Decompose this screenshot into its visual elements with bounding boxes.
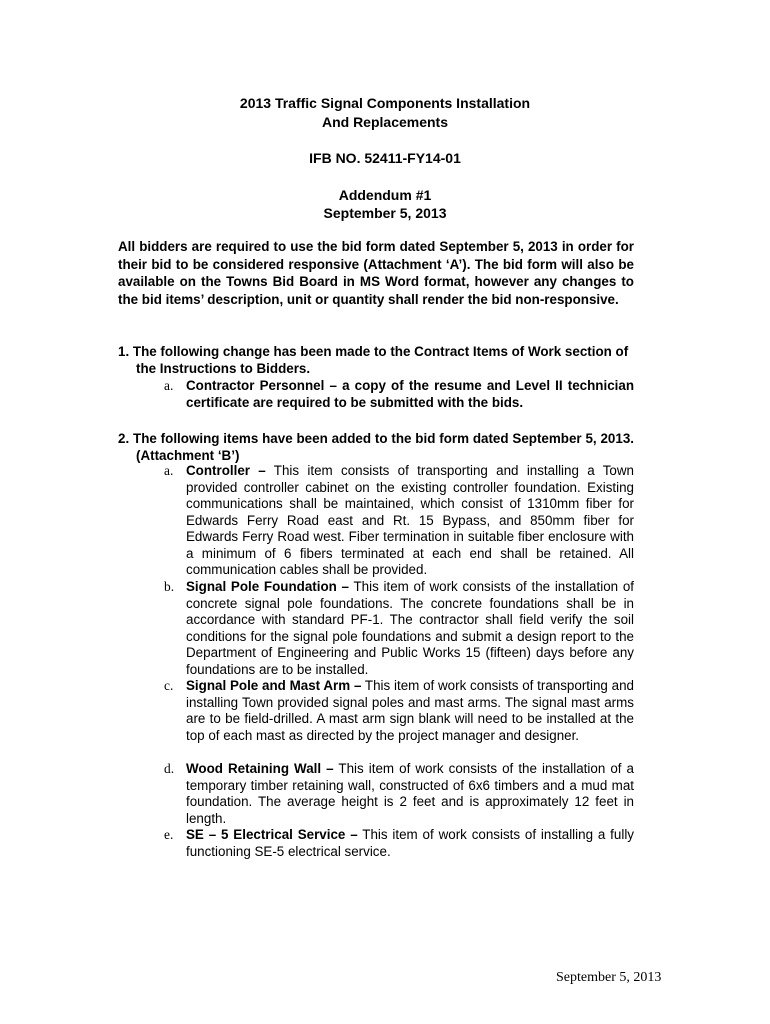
- item-2-sub-b-text: This item of work consists of the installation of concrete signal pole foundations. The concrete foundations shall be in accordance with standard PF-1. The contractor shall field verify the soil conditions for the signal pole foundations and submit a design report to the Department of Engineering and Public Works 15 (fifteen) days before any foundations are to be installed.: [186, 579, 634, 677]
- item-2-sub-a: [164, 463, 634, 579]
- addendum-date: September 5, 2013: [323, 205, 447, 221]
- item-2-sub-e: [164, 827, 634, 860]
- item-1-sub-a-text: Contractor Personnel – a copy of the resume and Level II technician certificate are required to be submitted with the bids.: [186, 378, 634, 410]
- item-2-number: 2.: [118, 431, 130, 446]
- item-1-sub-a-marker: a.: [164, 378, 174, 393]
- item-1-number: 1.: [118, 344, 130, 359]
- item-1-sub-a: [164, 378, 634, 411]
- item-2-sub-a-text: This item consists of transporting and installing a Town provided controller cabinet on the existing controller foundation. Existing communications shall be maintained, which consist of 1310mm fiber for Edwards Ferry Road east and Rt. 15 Bypass, and 850mm fiber for Edwards Ferry Road west. Fiber termination in suitable fiber enclosure with a minimum of 6 fibers terminated at each end shall be retained. All communication cables shall be provided.: [186, 463, 634, 578]
- item-2-sub-e-marker: e.: [164, 827, 174, 842]
- item-2-sub-a-title: Controller –: [186, 463, 266, 478]
- item-2-sub-d-marker: d.: [164, 761, 175, 776]
- title-line-1: 2013 Traffic Signal Components Installation: [239, 95, 531, 111]
- item-2-sub-e-title: SE – 5 Electrical Service –: [186, 827, 358, 842]
- item-2: [118, 430, 634, 464]
- ifb-number: IFB NO. 52411-FY14-01: [309, 150, 461, 166]
- item-2-sub-b: [164, 579, 634, 678]
- title-line-2: And Replacements: [321, 114, 449, 130]
- item-2-sub-c-title: Signal Pole and Mast Arm –: [186, 678, 362, 693]
- item-2-sub-a-marker: a.: [164, 463, 174, 478]
- item-2-sub-b-title: Signal Pole Foundation –: [186, 579, 349, 594]
- item-2-sub-d: [164, 761, 634, 827]
- intro-paragraph: All bidders are required to use the bid form dated September 5, 2013 in order for their bid to be considered responsive (Attachment ‘A’). The bid form will also be available on the Towns Bid Board in MS Word format, however any changes to the bid items’ description, unit or quantity shall render the bid non-responsive.: [118, 239, 634, 307]
- item-2-sub-c-text: This item of work consists of transporting and installing Town provided signal poles and mast arms. The signal mast arms are to be field-drilled. A mast arm sign blank will need to be installed at the top of each mast as directed by the project manager and designer.: [186, 678, 634, 743]
- item-2-sub-d-title: Wood Retaining Wall –: [186, 761, 334, 776]
- item-2-text: The following items have been added to the bid form dated September 5, 2013. (Attachment ‘B’): [133, 431, 634, 464]
- item-2-sub-d-text: This item of work consists of the installation of a temporary timber retaining wall, constructed of 6x6 timbers and a mud mat foundation. The average height is 2 feet and is approximately 12 feet in length.: [186, 761, 634, 826]
- item-2-sub-c-marker: c.: [164, 678, 174, 693]
- footer-date: September 5, 2013: [556, 970, 662, 985]
- item-2-sub-e-text: This item of work consists of installing a fully functioning SE-5 electrical service.: [186, 827, 634, 859]
- item-2-sub-b-marker: b.: [164, 579, 175, 594]
- addendum-number: Addendum #1: [338, 187, 432, 203]
- item-2-sub-c: [164, 678, 634, 744]
- item-1: [118, 343, 634, 377]
- item-1-text: The following change has been made to the Contract Items of Work section of the Instructions to Bidders.: [132, 344, 629, 377]
